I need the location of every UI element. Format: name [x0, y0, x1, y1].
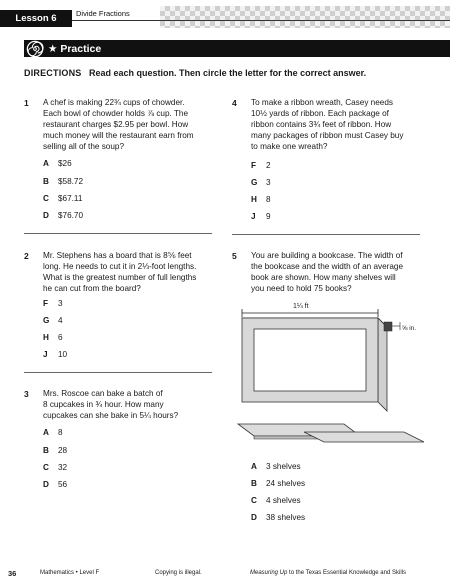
option-letter: A — [251, 462, 257, 471]
question-line: selling all of the soup? — [43, 142, 125, 151]
header-pattern — [160, 6, 450, 28]
option-text: 3 — [58, 299, 63, 308]
shelf-board — [304, 432, 424, 442]
answer-option[interactable] — [251, 178, 271, 187]
answer-option[interactable] — [43, 177, 83, 186]
question-line: many packages of ribbon must Casey buy — [251, 131, 404, 140]
option-letter: D — [43, 211, 49, 220]
answer-option[interactable] — [43, 159, 72, 168]
footer-copyright: Copying is illegal. — [155, 570, 202, 576]
option-letter: C — [251, 496, 257, 505]
question-line: To make a ribbon wreath, Casey needs — [251, 98, 393, 107]
answer-option[interactable] — [43, 194, 82, 203]
option-text: 4 — [58, 316, 63, 325]
series-name: Measuring Up — [250, 570, 288, 576]
question-number: 4 — [232, 98, 237, 108]
option-text: 32 — [58, 463, 68, 472]
answer-option[interactable] — [43, 299, 63, 308]
option-letter: A — [43, 159, 49, 168]
answer-option[interactable] — [43, 350, 67, 359]
option-letter: A — [43, 428, 49, 437]
option-text: 8 — [58, 428, 63, 437]
answer-option[interactable] — [251, 496, 301, 505]
option-text: 56 — [58, 480, 68, 489]
lesson-tab: Lesson 6 — [0, 10, 72, 27]
option-letter: F — [43, 299, 49, 308]
spiral-icon — [26, 40, 44, 58]
lesson-title: Divide Fractions — [76, 8, 130, 18]
question-text — [43, 250, 233, 294]
option-text: 10 — [58, 350, 68, 359]
option-text: $76.70 — [58, 211, 84, 220]
option-text: 9 — [266, 212, 271, 221]
option-text: 8 — [266, 195, 271, 204]
option-text: 24 shelves — [266, 479, 306, 488]
question-line: ribbon contains 3¾ feet of ribbon. How — [251, 120, 392, 129]
option-letter: C — [43, 463, 49, 472]
option-letter: J — [251, 212, 256, 221]
section-title: ★ Practice — [48, 42, 102, 55]
answer-option[interactable] — [43, 316, 63, 325]
answer-option[interactable] — [251, 513, 305, 522]
option-letter: D — [43, 480, 49, 489]
header-rule — [72, 20, 450, 21]
answer-option[interactable] — [251, 479, 305, 488]
option-text: 3 — [266, 178, 271, 187]
option-text: 28 — [58, 446, 68, 455]
option-text: $26 — [58, 159, 72, 168]
question-line: much money will the restaurant earn from — [43, 131, 194, 140]
practice-bar — [24, 40, 450, 57]
option-letter: B — [43, 446, 49, 455]
answer-option[interactable] — [43, 428, 63, 437]
option-text: 6 — [58, 333, 63, 342]
option-letter: F — [251, 161, 257, 170]
question-number: 3 — [24, 389, 29, 399]
answer-option[interactable] — [43, 463, 67, 472]
question-line: Each bowl of chowder holds ⅞ cup. The — [43, 109, 189, 118]
directions-text: Read each question. Then circle the letter for the correct answer. — [89, 68, 367, 78]
question-line: book are shown. How many shelves will — [251, 273, 396, 282]
question-number: 2 — [24, 251, 29, 261]
question-divider — [24, 233, 212, 234]
question-line: he can cut from the board? — [43, 284, 141, 293]
answer-option[interactable] — [251, 462, 301, 471]
question-line: You are building a bookcase. The width of — [251, 251, 403, 260]
bookcase-side — [378, 318, 387, 411]
answer-option[interactable] — [251, 195, 271, 204]
question-divider — [24, 372, 212, 373]
footer-subject: Mathematics • Level F — [40, 570, 100, 576]
answer-option[interactable] — [251, 161, 271, 170]
option-text: 3 shelves — [266, 462, 301, 471]
option-letter: C — [43, 194, 49, 203]
option-letter: D — [251, 513, 257, 522]
question-number: 1 — [24, 98, 29, 108]
answer-option[interactable] — [43, 446, 67, 455]
series-rest: to the Texas Essential Knowledge and Skills — [289, 570, 406, 576]
width-label: 1¼ ft — [293, 303, 309, 310]
directions — [24, 68, 434, 78]
question-line: Mr. Stephens has a board that is 8⅚ feet — [43, 251, 192, 260]
question-number: 5 — [232, 251, 237, 261]
option-letter: H — [251, 195, 257, 204]
directions-label: DIRECTIONS — [24, 68, 82, 78]
question-line: you need to hold 75 books? — [251, 284, 352, 293]
option-text: 2 — [266, 161, 271, 170]
footer-series — [250, 570, 406, 576]
question-line: 10½ yards of ribbon. Each package of — [251, 109, 389, 118]
answer-option[interactable] — [43, 211, 83, 220]
question-line: to make one wreath? — [251, 142, 328, 151]
answer-option[interactable] — [43, 333, 63, 342]
question-text — [43, 97, 228, 152]
page-number: 36 — [8, 569, 17, 578]
question-line: A chef is making 22¾ cups of chowder. — [43, 98, 185, 107]
answer-option[interactable] — [251, 212, 271, 221]
option-letter: G — [43, 316, 50, 325]
book-width-label: ⅝ in. — [402, 325, 417, 332]
answer-option[interactable] — [43, 480, 67, 489]
option-letter: H — [43, 333, 49, 342]
question-text — [251, 97, 441, 152]
option-text: $58.72 — [58, 177, 84, 186]
question-line: 8 cupcakes in ¾ hour. How many — [43, 400, 164, 409]
question-line: What is the greatest number of full lengths — [43, 273, 197, 282]
option-text: $67.11 — [58, 194, 83, 203]
question-text — [43, 388, 228, 421]
option-letter: J — [43, 350, 48, 359]
option-text: 4 shelves — [266, 496, 301, 505]
option-letter: B — [251, 479, 257, 488]
question-text — [251, 250, 443, 294]
bookcase-figure — [234, 296, 442, 446]
bookcase-opening — [254, 329, 366, 391]
book-icon — [384, 322, 392, 331]
question-divider — [232, 234, 420, 235]
question-line: long. He needs to cut it in 2⅓-foot lengths. — [43, 262, 197, 271]
option-letter: B — [43, 177, 49, 186]
question-line: Mrs. Roscoe can bake a batch of — [43, 389, 163, 398]
option-letter: G — [251, 178, 258, 187]
question-line: restaurant charges $2.95 per bowl. How — [43, 120, 189, 129]
question-line: cupcakes can she bake in 5¼ hours? — [43, 411, 179, 420]
option-text: 38 shelves — [266, 513, 306, 522]
question-line: the bookcase and the width of an average — [251, 262, 404, 271]
